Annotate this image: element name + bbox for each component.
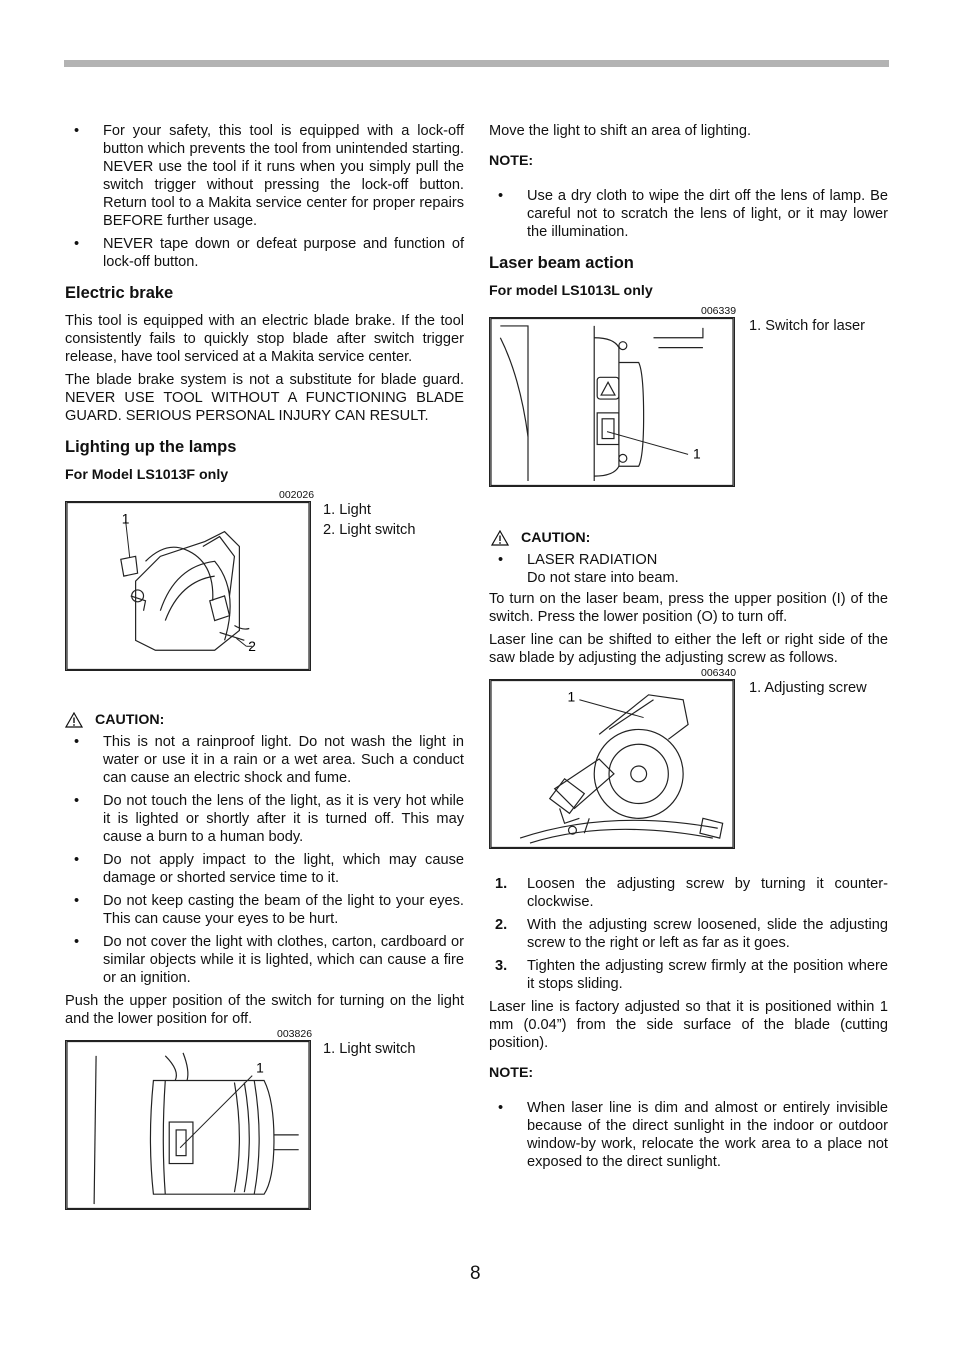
caution-heading: [65, 711, 464, 729]
laser-shift-text: Laser line can be shifted to either the left or right side of the saw blade by adjusting the adjusting screw as follows.: [489, 632, 888, 666]
figure-legend: [323, 1040, 415, 1060]
list-item: • NEVER tape down or defeat purpose and function of lock-off button.: [65, 235, 464, 271]
figure-legend: [749, 317, 865, 337]
list-item: [489, 957, 888, 993]
warning-triangle-icon: [491, 530, 509, 546]
light-caution-bullets: [65, 733, 464, 987]
lamps-heading: Lighting up the lamps: [65, 438, 237, 456]
figure-adjusting-screw: [489, 667, 888, 849]
list-item: [489, 875, 888, 911]
electric-brake-heading: Electric brake: [65, 284, 174, 302]
list-item: • Do not touch the lens of the light, as it is very hot while it is lighted or shortly after it is turned off. This may cause a burn to a human body.: [65, 792, 464, 846]
list-item: [489, 916, 888, 952]
callout-1: 1: [121, 510, 130, 527]
note-label: NOTE:: [489, 1065, 534, 1081]
list-item: [489, 551, 888, 587]
legend-item: 1. Switch for laser: [749, 318, 865, 334]
header-rule: [64, 60, 889, 67]
list-item: • Use a dry cloth to wipe the dirt off the lens of lamp. Be careful not to scratch the lens of light, or it may lower the illumination.: [489, 187, 888, 241]
figure-code: 002026: [279, 489, 315, 501]
light-switch-illustration: [65, 1040, 311, 1210]
legend-item: 1. Adjusting screw: [749, 680, 867, 696]
figure-legend: [323, 501, 415, 541]
figure-legend: [749, 679, 867, 699]
figure-code: 006340: [701, 667, 737, 679]
figure-light-switch: [65, 1028, 464, 1210]
electric-brake-para: This tool is equipped with an electric blade brake. If the tool consistently fails to quickly stop blade after switch trigger release, have tool serviced at a Makita service center.: [65, 313, 464, 365]
adjustment-steps: [489, 875, 888, 993]
laser-model-label: For model LS1013L only: [489, 283, 653, 299]
step-text: Loosen the adjusting screw by turning it counter-clockwise.: [527, 876, 888, 910]
callout-1: 1: [693, 445, 701, 462]
callout-1: 1: [256, 1059, 264, 1076]
legend-item: 1. Light: [323, 502, 371, 518]
adjusting-screw-illustration: [489, 679, 735, 849]
push-switch-text: Push the upper position of the switch for turning on the light and the lower position for off.: [65, 993, 464, 1027]
note-bullets: [489, 1099, 888, 1171]
step-text: Tighten the adjusting screw firmly at the position where it stops sliding.: [527, 958, 888, 992]
legend-item: 2. Light switch: [323, 522, 416, 538]
figure-code: 006339: [701, 305, 737, 317]
laser-caution-heading: [489, 529, 888, 547]
list-item: • For your safety, this tool is equipped with a lock-off button which prevents the tool from unintended starting. NEVER use the tool if it runs when you simply pull the switch trigger without pressing the lock-off button. Return tool to a Makita service center for proper repairs BEFORE further usage.: [65, 122, 464, 230]
note-label: NOTE:: [489, 153, 534, 169]
lamps-model-label: For Model LS1013F only: [65, 467, 229, 483]
laser-switch-illustration: [489, 317, 735, 487]
move-light-text: Move the light to shift an area of lighting.: [489, 123, 752, 139]
light-illustration: [65, 501, 311, 671]
lock-off-bullets: [65, 122, 464, 271]
figure-code: 003826: [277, 1028, 313, 1040]
left-column: [65, 122, 464, 1210]
warning-triangle-icon: [65, 712, 83, 728]
right-column: [489, 122, 888, 1176]
step-number: 2.: [495, 917, 508, 933]
list-item: • Do not cover the light with clothes, carton, cardboard or similar objects while it is lighted, which can cause a fire or an ignition.: [65, 933, 464, 987]
caution-label: CAUTION:: [95, 712, 165, 728]
list-item: • This is not a rainproof light. Do not wash the light in water or use it in a rain or a wet area. Such a conduct can cause an electric shock and fume.: [65, 733, 464, 787]
laser-on-off-text: To turn on the laser beam, press the upper position (I) of the switch. Press the lower position (O) to turn off.: [489, 591, 888, 625]
list-item: • Do not keep casting the beam of the light to your eyes. This can cause your eyes to be hurt.: [65, 892, 464, 928]
legend-item: 1. Light switch: [323, 1041, 416, 1057]
list-item: • When laser line is dim and almost or entirely invisible because of the direct sunlight in the indoor or outdoor window-by work, relocate the work area to a place not exposed to the direct sunlight.: [489, 1099, 888, 1171]
laser-caution-bullets: [489, 551, 888, 587]
laser-heading: Laser beam action: [489, 254, 634, 272]
callout-2: 2: [248, 638, 256, 655]
page-number: 8: [470, 1263, 481, 1284]
list-item: • Do not apply impact to the light, which may cause damage or shorted service time to it.: [65, 851, 464, 887]
caution-label: CAUTION:: [521, 530, 591, 546]
callout-1: 1: [567, 688, 576, 705]
note-bullets: [489, 187, 888, 241]
factory-adjust-text: Laser line is factory adjusted so that it is positioned within 1 mm (0.04”) from the side surface of the blade (cutting position).: [489, 999, 888, 1051]
electric-brake-warning: The blade brake system is not a substitute for blade guard. NEVER USE TOOL WITHOUT A FUNCTIONING BLADE GUARD. SERIOUS PERSONAL INJURY CAN RESULT.: [65, 372, 464, 424]
step-text: With the adjusting screw loosened, slide the adjusting screw to the right or left as far as it goes.: [527, 917, 888, 951]
step-number: 3.: [495, 958, 508, 974]
step-number: 1.: [495, 876, 508, 892]
figure-laser-switch: [489, 305, 888, 487]
figure-light: [65, 489, 464, 671]
do-not-stare-line: Do not stare into beam.: [527, 570, 679, 586]
laser-radiation-line: LASER RADIATION: [527, 552, 658, 568]
